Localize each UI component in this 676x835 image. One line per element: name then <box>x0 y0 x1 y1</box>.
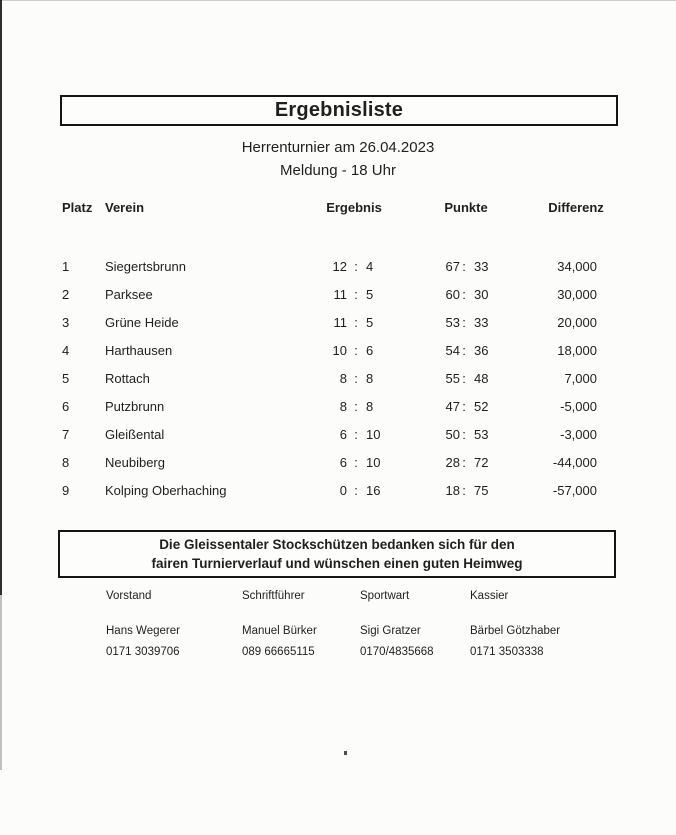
contact-role: Kassier <box>470 590 509 602</box>
difference-cell: 7,000 <box>564 371 597 386</box>
result-separator: : <box>354 259 358 274</box>
result-home-cell: 8 <box>339 371 347 386</box>
result-separator: : <box>354 455 358 470</box>
team-cell: Rottach <box>105 371 150 386</box>
points-separator: : <box>462 399 466 414</box>
points-away-cell: 48 <box>474 371 489 386</box>
contact-phone: 0170/4835668 <box>360 646 434 658</box>
result-home-cell: 11 <box>333 315 347 330</box>
points-separator: : <box>462 259 466 274</box>
rank-cell: 2 <box>62 287 70 302</box>
scan-top-edge-artifact <box>0 0 676 1</box>
table-row <box>0 337 676 365</box>
tournament-subtitle: Herrenturnier am 26.04.2023 <box>241 139 435 156</box>
table-row <box>0 449 676 477</box>
team-cell: Grüne Heide <box>105 315 179 330</box>
contact-name: Bärbel Götzhaber <box>470 625 561 637</box>
points-home-cell: 50 <box>445 427 460 442</box>
table-row <box>0 281 676 309</box>
result-home-cell: 11 <box>333 287 347 302</box>
points-home-cell: 54 <box>445 343 460 358</box>
contact-role: Schriftführer <box>242 590 305 602</box>
result-separator: : <box>354 315 358 330</box>
contact-phone: 0171 3039706 <box>106 646 180 658</box>
notice-line-2: fairen Turnierverlauf und wünschen einen guten Heimweg <box>151 556 523 571</box>
title-box <box>60 95 618 126</box>
points-separator: : <box>462 483 466 498</box>
points-separator: : <box>462 427 466 442</box>
team-cell: Kolping Oberhaching <box>105 483 227 498</box>
table-row <box>0 365 676 393</box>
contact-name: Hans Wegerer <box>106 625 180 637</box>
points-away-cell: 72 <box>474 455 489 470</box>
result-home-cell: 6 <box>339 455 347 470</box>
rank-cell: 9 <box>62 483 70 498</box>
thank-you-notice-box <box>58 530 616 578</box>
result-away-cell: 16 <box>366 483 381 498</box>
result-home-cell: 10 <box>332 343 347 358</box>
result-home-cell: 8 <box>339 399 347 414</box>
points-separator: : <box>462 455 466 470</box>
scan-speck-artifact <box>344 751 347 755</box>
header-ergebnis: Ergebnis <box>326 200 382 215</box>
contact-phone: 0171 3503338 <box>470 646 544 658</box>
notice-line-1: Die Gleissentaler Stockschützen bedanken sich für den <box>159 537 515 552</box>
result-away-cell: 6 <box>366 343 374 358</box>
header-verein: Verein <box>105 200 145 215</box>
table-row <box>0 253 676 281</box>
points-separator: : <box>462 343 466 358</box>
result-away-cell: 10 <box>366 427 381 442</box>
rank-cell: 7 <box>62 427 70 442</box>
result-separator: : <box>354 371 358 386</box>
contact-schriftfuehrer <box>242 590 317 658</box>
team-cell: Putzbrunn <box>105 399 165 414</box>
points-separator: : <box>462 315 466 330</box>
result-home-cell: 6 <box>339 427 347 442</box>
result-separator: : <box>354 287 358 302</box>
contact-kassier <box>470 590 560 658</box>
result-home-cell: 0 <box>339 483 347 498</box>
table-row <box>0 393 676 421</box>
rank-cell: 1 <box>62 259 70 274</box>
difference-cell: 30,000 <box>557 287 597 302</box>
points-home-cell: 55 <box>445 371 460 386</box>
points-home-cell: 53 <box>445 315 460 330</box>
points-away-cell: 33 <box>474 315 489 330</box>
difference-cell: -3,000 <box>560 427 597 442</box>
difference-cell: -57,000 <box>552 483 597 498</box>
result-away-cell: 5 <box>366 315 374 330</box>
difference-cell: -44,000 <box>552 455 597 470</box>
result-away-cell: 8 <box>366 371 374 386</box>
difference-cell: -5,000 <box>560 399 597 414</box>
points-separator: : <box>462 371 466 386</box>
contact-name: Manuel Bürker <box>242 625 317 637</box>
points-home-cell: 67 <box>445 259 460 274</box>
result-separator: : <box>354 427 358 442</box>
team-cell: Siegertsbrunn <box>105 259 186 274</box>
result-away-cell: 5 <box>366 287 374 302</box>
contact-phone: 089 66665115 <box>242 646 315 658</box>
result-separator: : <box>354 399 358 414</box>
team-cell: Neubiberg <box>105 455 165 470</box>
points-away-cell: 36 <box>474 343 489 358</box>
contact-name: Sigi Gratzer <box>360 625 421 637</box>
table-row <box>0 309 676 337</box>
team-cell: Parksee <box>105 287 153 302</box>
points-away-cell: 75 <box>474 483 489 498</box>
header-platz: Platz <box>62 200 93 215</box>
page-title: Ergebnisliste <box>274 99 404 121</box>
points-away-cell: 30 <box>474 287 489 302</box>
rank-cell: 5 <box>62 371 70 386</box>
points-home-cell: 18 <box>445 483 460 498</box>
rank-cell: 4 <box>62 343 70 358</box>
contact-sportwart <box>360 590 434 658</box>
contact-vorstand <box>106 590 180 658</box>
contact-role: Sportwart <box>360 590 410 602</box>
header-punkte: Punkte <box>444 200 488 215</box>
team-cell: Harthausen <box>105 343 173 358</box>
result-away-cell: 8 <box>366 399 374 414</box>
result-separator: : <box>354 483 358 498</box>
points-home-cell: 28 <box>445 455 460 470</box>
points-separator: : <box>462 287 466 302</box>
points-away-cell: 53 <box>474 427 489 442</box>
difference-cell: 18,000 <box>557 343 597 358</box>
result-home-cell: 12 <box>332 259 347 274</box>
difference-cell: 20,000 <box>557 315 597 330</box>
contact-role: Vorstand <box>106 590 152 602</box>
points-home-cell: 60 <box>445 287 460 302</box>
table-row <box>0 477 676 505</box>
result-away-cell: 4 <box>366 259 374 274</box>
table-header-row <box>0 194 676 222</box>
scan-left-edge-artifact-fade <box>0 595 2 770</box>
team-cell: Gleißental <box>105 427 165 442</box>
rank-cell: 8 <box>62 455 70 470</box>
points-home-cell: 47 <box>445 399 460 414</box>
header-differenz: Differenz <box>548 200 604 215</box>
points-away-cell: 52 <box>474 399 489 414</box>
points-away-cell: 33 <box>474 259 489 274</box>
rank-cell: 3 <box>62 315 70 330</box>
result-separator: : <box>354 343 358 358</box>
registration-subtitle: Meldung - 18 Uhr <box>280 162 396 179</box>
result-away-cell: 10 <box>366 455 381 470</box>
difference-cell: 34,000 <box>557 259 597 274</box>
table-row <box>0 421 676 449</box>
rank-cell: 6 <box>62 399 70 414</box>
